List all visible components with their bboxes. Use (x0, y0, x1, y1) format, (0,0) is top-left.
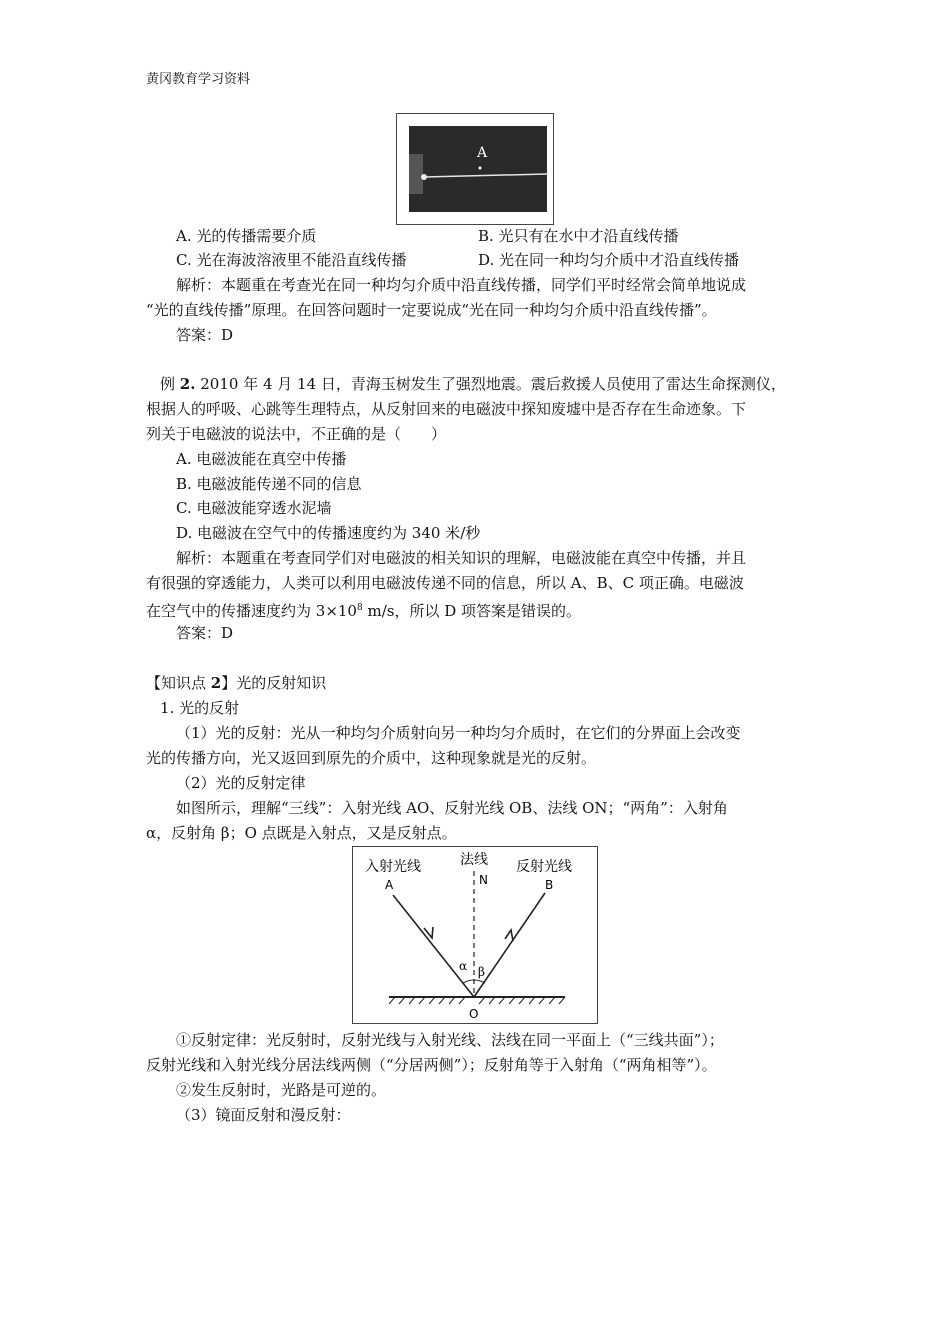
knowledge-sub1: 1. 光的反射 (160, 699, 240, 717)
ex2-analysis-line1: 解析：本题重在考查同学们对电磁波的相关知识的理解，电磁波能在真空中传播，并且 (176, 549, 747, 567)
ex2-analysis-line3-text: 在空气中的传播速度约为 3×10 (146, 602, 357, 620)
point-a-label: A (385, 878, 394, 892)
reflected-arrow (505, 930, 513, 941)
ex2-question-line3: 列关于电磁波的说法中，不正确的是（ ） (146, 425, 447, 443)
knowledge-heading-open: 【知识点 (146, 674, 211, 692)
ex2-number: 2. (179, 375, 196, 393)
ex2-option-d: D. 电磁波在空气中的传播速度约为 340 米/秒 (176, 524, 481, 542)
knowledge-heading-num: 2 (210, 674, 222, 692)
point-o-label: O (469, 1007, 479, 1021)
ex2-analysis-line2: 有很强的穿透能力，人类可以利用电磁波传递不同的信息，所以 A、B、C 项正确。电磁波 (146, 574, 744, 592)
ex2-answer: 答案：D (176, 624, 234, 642)
mirror-hatching (389, 997, 565, 1004)
page-header: 黄冈教育学习资料 (146, 72, 251, 87)
ex1-analysis-line1: 解析：本题重在考查光在同一种均匀介质中沿直线传播，同学们平时经常会简单地说成 (176, 276, 747, 294)
point-b-label: B (545, 878, 554, 892)
ex2-analysis-line3 (146, 598, 581, 621)
knowledge-heading-close: 】光的反射知识 (221, 674, 327, 692)
ex2-option-a: A. 电磁波能在真空中传播 (176, 450, 347, 468)
normal-label: 法线 (460, 852, 488, 868)
knowledge-p1-line2: 光的传播方向，光又返回到原先的介质中，这种现象就是光的反射。 (146, 749, 597, 767)
reflection-diagram-svg (353, 847, 597, 1023)
ex1-analysis-line2: “光的直线传播”原理。在回答问题时一定要说成“光在同一种均匀介质中沿直线传播”。 (146, 301, 717, 319)
knowledge-p2: （2）光的反射定律 (176, 774, 306, 792)
ex1-answer: 答案：D (176, 326, 234, 344)
incident-ray-label: 入射光线 (365, 859, 421, 875)
ex1-option-b: B. 光只有在水中才沿直线传播 (478, 227, 679, 245)
photo-label-a: A (477, 145, 488, 161)
law-line1: ①反射定律：光反射时，反射光线与入射光线、法线在同一平面上（“三线共面”）； (176, 1031, 724, 1049)
ex1-option-a: A. 光的传播需要介质 (176, 227, 317, 245)
law-line2: 反射光线和入射光线分居法线两侧（“分居两侧”）；反射角等于入射角（“两角相等”）。 (146, 1056, 717, 1074)
ex2-exponent: 8 (356, 603, 363, 613)
ex2-option-c: C. 电磁波能穿透水泥墙 (176, 499, 332, 517)
tank-background (409, 126, 547, 212)
knowledge-p4: （3）镜面反射和漫反射： (176, 1106, 351, 1124)
law2: ②发生反射时，光路是可逆的。 (176, 1081, 387, 1099)
ex2-question-line2: 根据人的呼吸、心跳等生理特点，从反射回来的电磁波中探知废墟中是否存在生命迹象。下 (146, 400, 747, 418)
knowledge-heading (146, 673, 326, 693)
laser-source (409, 154, 423, 194)
knowledge-p3-line1: 如图所示，理解“三线”：入射光线 AO、反射光线 OB、法线 ON；“两角”：入射角 (176, 799, 728, 817)
ex2-question-text: 2010 年 4 月 14 日，青海玉树发生了强烈地震。震后救援人员使用了雷达生命探测仪， (200, 375, 786, 393)
point-n-label: N (479, 873, 488, 887)
incident-ray (393, 895, 474, 997)
alpha-label: α (459, 959, 468, 973)
reflection-diagram (352, 846, 598, 1024)
ex2-analysis-line3-tail: m/s，所以 D 项答案是错误的。 (362, 602, 582, 620)
ex1-option-d: D. 光在同一种均匀介质中才沿直线传播 (478, 251, 740, 269)
ex2-prefix: 例 (160, 375, 176, 393)
knowledge-p3-line2: α，反射角 β；O 点既是入射点，又是反射点。 (146, 824, 457, 842)
reflected-ray-label: 反射光线 (516, 859, 572, 875)
laser-photo-image (397, 114, 553, 224)
beta-label: β (478, 965, 485, 979)
ex2-option-b: B. 电磁波能传递不同的信息 (176, 475, 362, 493)
ex1-option-c: C. 光在海波溶液里不能沿直线传播 (176, 251, 407, 269)
laser-photo (396, 113, 554, 225)
ex2-question-line1 (160, 374, 786, 394)
photo-point-a (479, 167, 482, 170)
reflected-ray (474, 893, 545, 997)
knowledge-p1-line1: （1）光的反射：光从一种均匀介质射向另一种均匀介质时，在它们的分界面上会改变 (176, 724, 741, 742)
